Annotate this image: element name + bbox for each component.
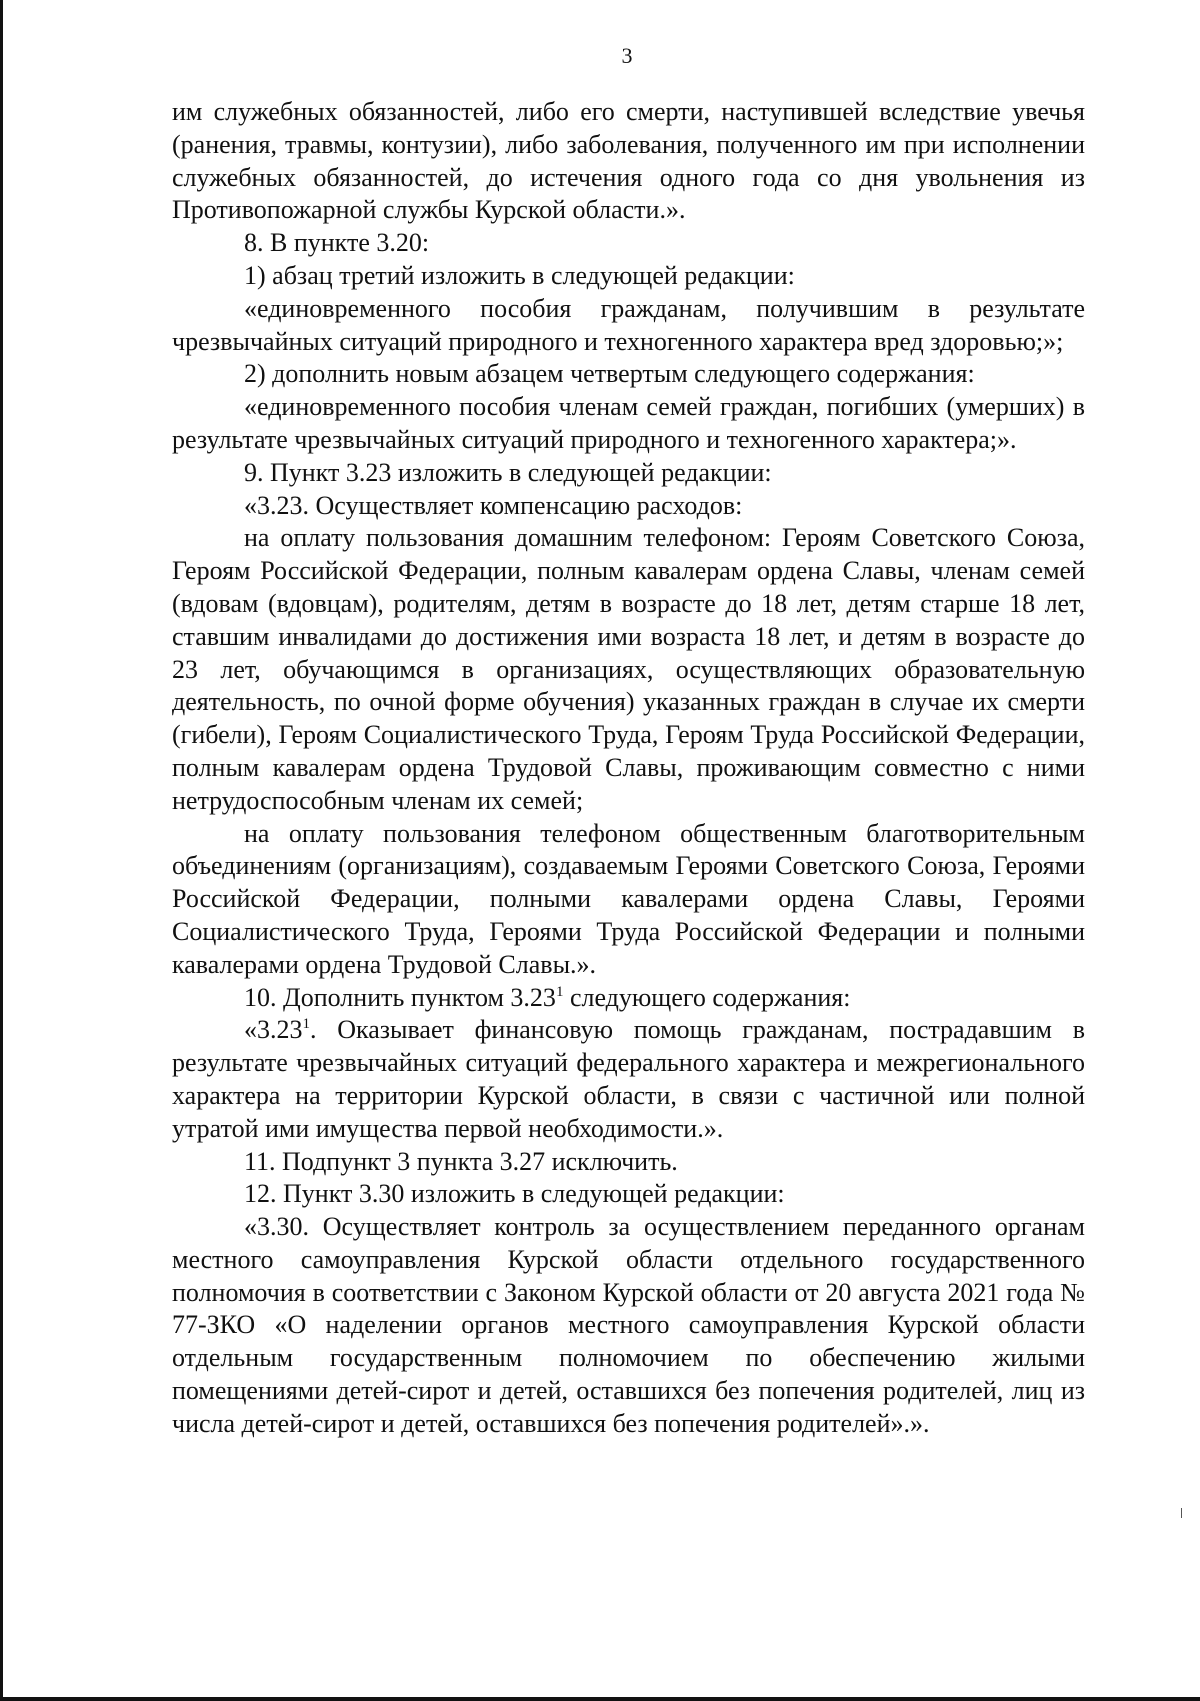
paragraph-financial-aid [172, 1014, 1085, 1145]
item-10-text: 10. Дополнить пунктом 3.23 [244, 982, 556, 1012]
paragraph-continuation: им служебных обязанностей, либо его смерти, наступившей вследствие увечья (ранения, травмы, контузии), либо заболевания, полученного им при исполнении служебных обязанностей, до истечения одного года со дня увольнения из Противопожарной службы Курской области.». [172, 97, 1085, 225]
superscript: 1 [302, 1016, 310, 1033]
paragraph-item-8: 8. В пункте 3.20: [244, 228, 430, 258]
paragraph-item-10 [172, 982, 1085, 1015]
paragraph-item-12: 12. Пункт 3.30 изложить в следующей редакции: [244, 1179, 785, 1209]
quote-body: . Оказывает финансовую помощь гражданам, пострадавшим в результате чрезвычайных ситуаций федерального характера и межрегионального характера на территории Курской области, в связи с частичной или полной утратой ими имущества первой необходимости.». [172, 1015, 1085, 1143]
quote-start: «3.23 [244, 1015, 303, 1045]
paragraph-quote: «единовременного пособия членам семей граждан, погибших (умерших) в результате чрезвычайных ситуаций природного и техногенного характера;». [172, 392, 1085, 454]
paragraph-quote: «3.23. Осуществляет компенсацию расходов: [244, 490, 743, 520]
paragraph-phone-compensation: на оплату пользования домашним телефоном: Героям Советского Союза, Героям Российской Федерации, полным кавалерам ордена Славы, членам семей (вдовам (вдовцам), родителям, детям в возрасте до 18 лет, детям старше 18 лет, ставшим инвалидами до достижения ими возраста 18 лет, и детям в возрасте до 23 лет, обучающимся в организациях, осуществляющих образовательную деятельность, по очной форме обучения) указанных граждан в случае их смерти (гибели), Героям Социалистического Труда, Героям Труда Российской Федерации, полным кавалерам ордена Трудовой Славы, проживающим совместно с ними нетрудоспособным членам их семей; [172, 523, 1085, 815]
scan-mark [1181, 1508, 1182, 1518]
superscript: 1 [555, 983, 564, 1000]
paragraph-quote: «единовременного пособия гражданам, получившим в результате чрезвычайных ситуаций природного и техногенного характера вред здоровью;»; [172, 293, 1085, 356]
item-10-text-end: следующего содержания: [563, 982, 851, 1012]
paragraph-public-phone-compensation: на оплату пользования телефоном общественным благотворительным объединениям (организациям), создаваемым Героями Советского Союза, Героями Российской Федерации, полными кавалерами ордена Славы, Героями Социалистического Труда, Героями Труда Российской Федерации и полными кавалерами ордена Трудовой Славы.». [172, 818, 1085, 979]
paragraph-subitem-2: 2) дополнить новым абзацем четвертым следующего содержания: [244, 359, 975, 389]
paragraph-item-11: 11. Подпункт 3 пункта 3.27 исключить. [244, 1146, 678, 1176]
paragraph-subitem-1: 1) абзац третий изложить в следующей редакции: [244, 260, 795, 290]
scan-edge-bottom [0, 1697, 1200, 1701]
page-number: 3 [621, 43, 633, 68]
paragraph-control: «3.30. Осуществляет контроль за осуществлением переданного органам местного самоуправления Курской области отдельного государственного полномочия в соответствии с Законом Курской области от 20 августа 2021 года № 77-ЗКО «О наделении органов местного самоуправления Курской области отдельным государственным полномочием по обеспечению жилыми помещениями детей-сирот и детей, оставшихся без попечения родителей, лиц из числа детей-сирот и детей, оставшихся без попечения родителей».». [172, 1212, 1085, 1438]
document-body [172, 96, 1085, 1441]
paragraph-item-9: 9. Пункт 3.23 изложить в следующей редакции: [244, 457, 772, 487]
scan-edge-left [0, 0, 3, 1701]
